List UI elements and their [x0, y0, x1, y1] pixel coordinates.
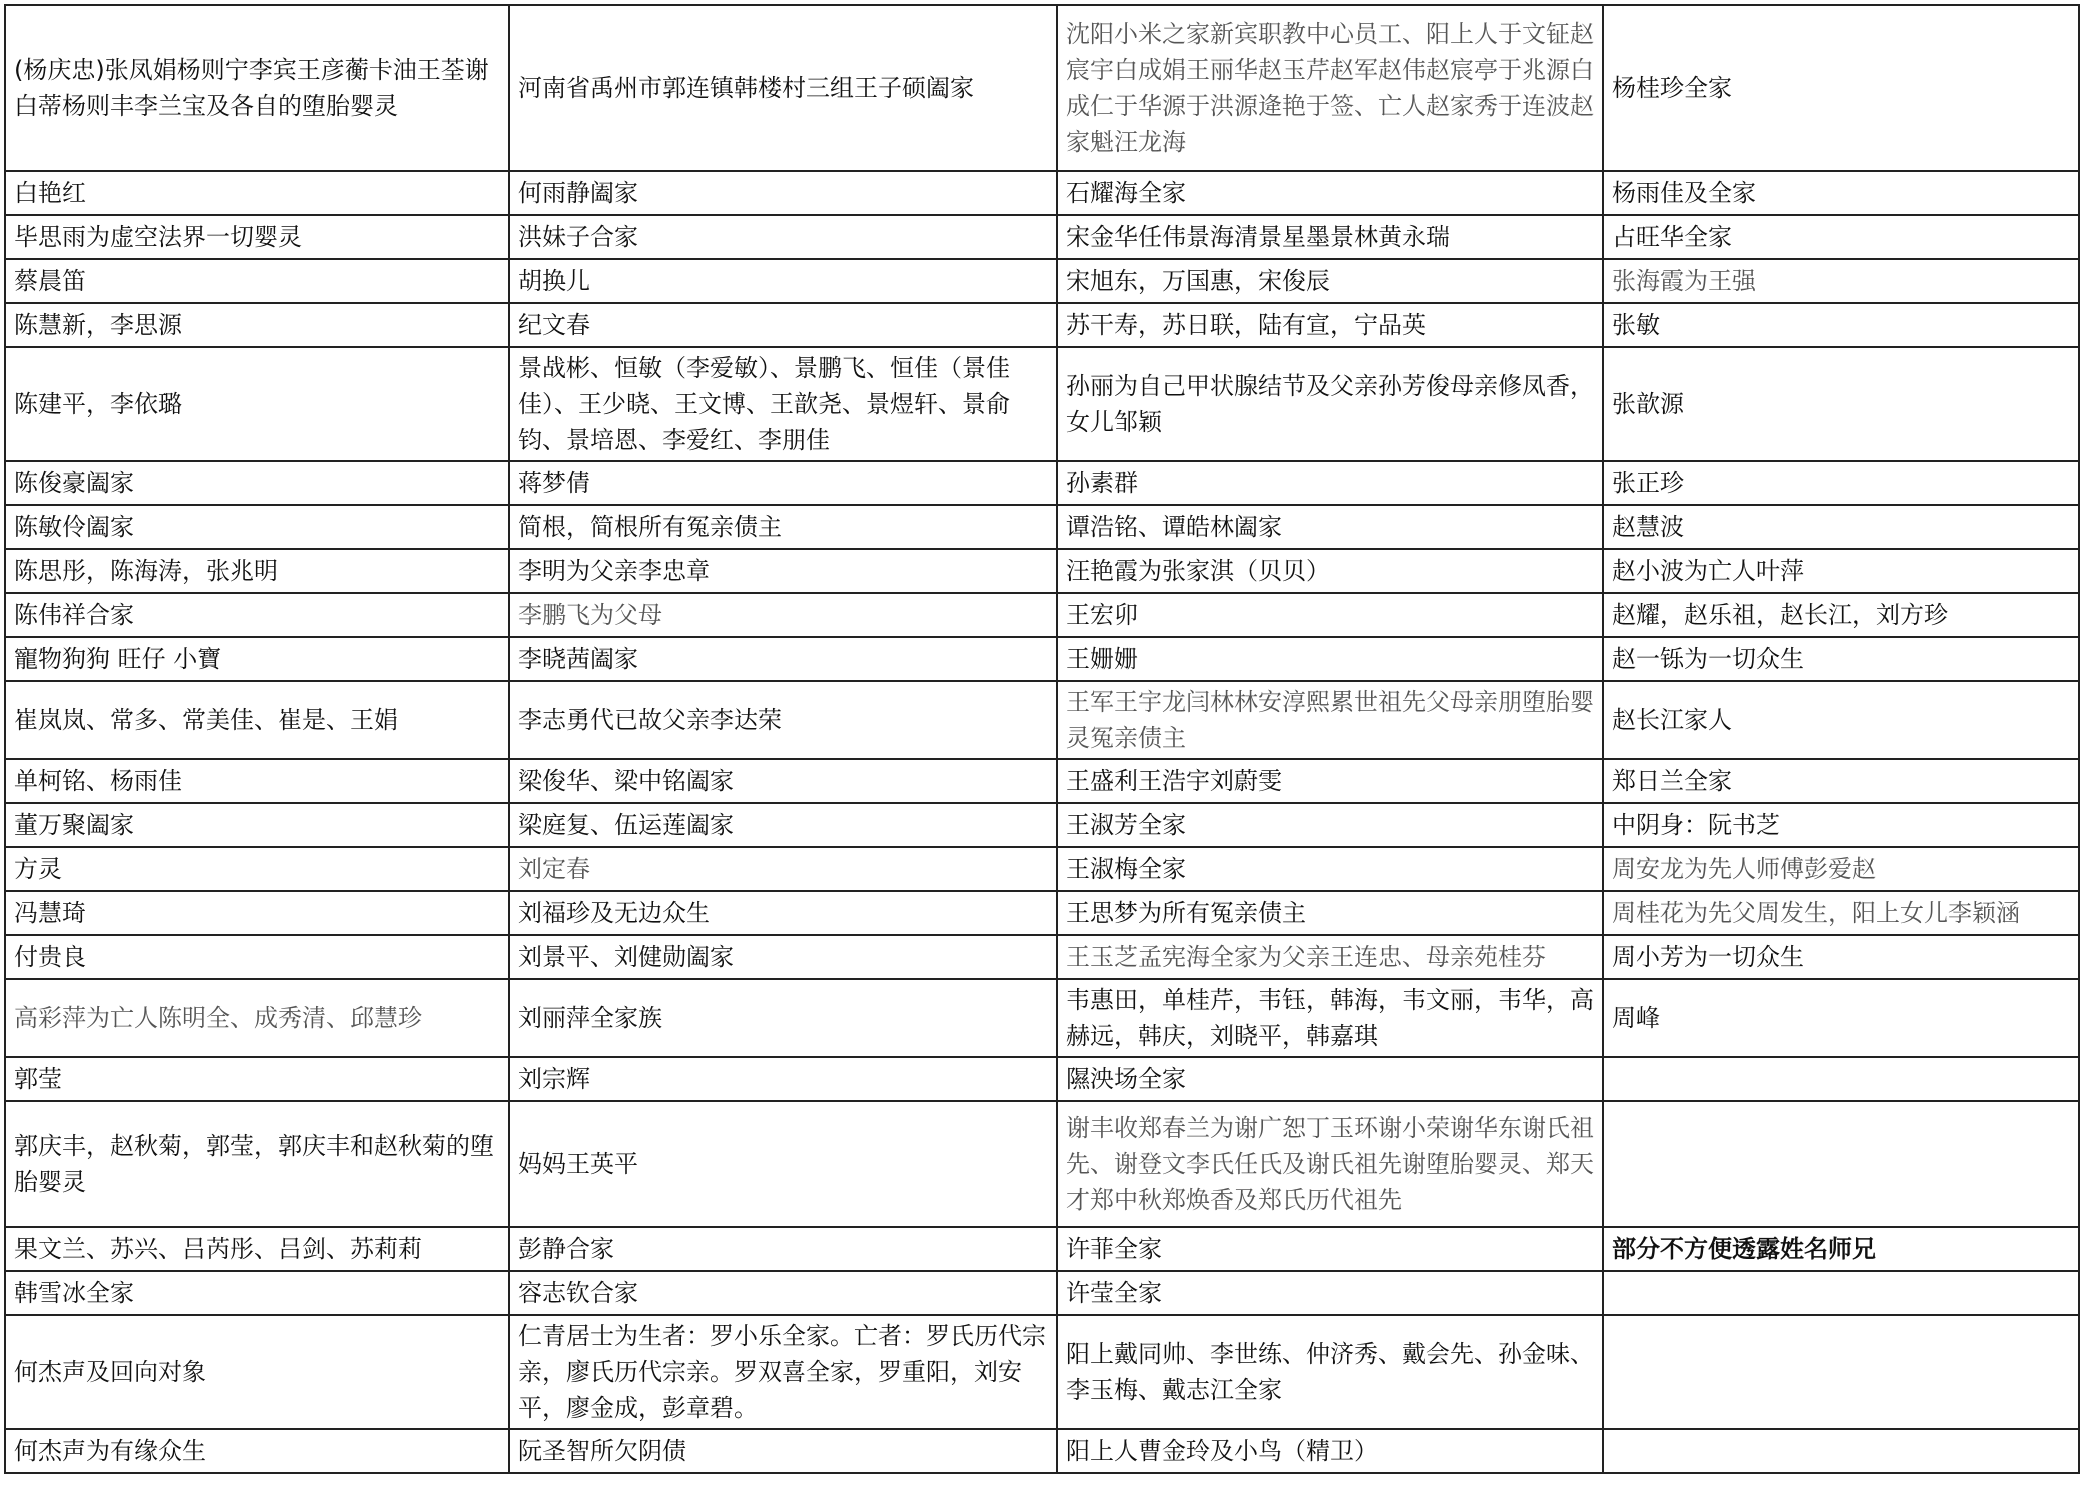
- table-cell: 谭浩铭、谭皓林阖家: [1057, 505, 1603, 549]
- table-row: [5, 1227, 2079, 1271]
- table-cell: 周小芳为一切众生: [1603, 935, 2079, 979]
- table-cell: 宋旭东，万国惠，宋俊辰: [1057, 259, 1603, 303]
- table-cell: 刘宗辉: [509, 1057, 1057, 1101]
- table-cell: 王淑梅全家: [1057, 847, 1603, 891]
- table-cell: 何雨静阖家: [509, 171, 1057, 215]
- table-cell: 董万聚阖家: [5, 803, 509, 847]
- table-cell: 张敏: [1603, 303, 2079, 347]
- table-cell: 陈慧新，李思源: [5, 303, 509, 347]
- table-cell: 赵慧波: [1603, 505, 2079, 549]
- table-cell: 果文兰、苏兴、吕芮彤、吕剑、苏莉莉: [5, 1227, 509, 1271]
- table-cell: 简根，简根所有冤亲债主: [509, 505, 1057, 549]
- table-cell: 王淑芳全家: [1057, 803, 1603, 847]
- table-cell: 王盛利王浩宇刘蔚雯: [1057, 759, 1603, 803]
- table-cell: 韩雪冰全家: [5, 1271, 509, 1315]
- table-cell: 阳上戴同帅、李世练、仲济秀、戴会先、孙金味、李玉梅、戴志江全家: [1057, 1315, 1603, 1429]
- table-cell: 李明为父亲李忠章: [509, 549, 1057, 593]
- table-cell: 郭庆丰，赵秋菊，郭莹，郭庆丰和赵秋菊的堕胎婴灵: [5, 1101, 509, 1227]
- table-cell: 张正珍: [1603, 461, 2079, 505]
- table-cell: 彭静合家: [509, 1227, 1057, 1271]
- table-cell: 高彩萍为亡人陈明全、成秀清、邱慧珍: [5, 979, 509, 1057]
- table-cell: 胡换儿: [509, 259, 1057, 303]
- table-cell: 梁庭复、伍运莲阖家: [509, 803, 1057, 847]
- table-cell: 仁青居士为生者：罗小乐全家。亡者：罗氏历代宗亲，廖氏历代宗亲。罗双喜全家，罗重阳，刘安平，廖金成，彭章碧。: [509, 1315, 1057, 1429]
- table-cell: 赵小波为亡人叶萍: [1603, 549, 2079, 593]
- table-cell: 刘福珍及无边众生: [509, 891, 1057, 935]
- table-cell: 白艳红: [5, 171, 509, 215]
- table-cell: 孙素群: [1057, 461, 1603, 505]
- table-cell: 赵长江家人: [1603, 681, 2079, 759]
- table-wrapper: [4, 4, 2080, 1474]
- table-cell: 苏干寿，苏日联，陆有宣，宁品英: [1057, 303, 1603, 347]
- table-cell: 陈建平，李依璐: [5, 347, 509, 461]
- table-cell: 周安龙为先人师傅彭爱赵: [1603, 847, 2079, 891]
- table-row: [5, 303, 2079, 347]
- table-cell: 阳上人曹金玲及小鸟（精卫）: [1057, 1429, 1603, 1473]
- table-cell: 石耀海全家: [1057, 171, 1603, 215]
- table-cell: 许菲全家: [1057, 1227, 1603, 1271]
- table-cell: 张歆源: [1603, 347, 2079, 461]
- table-cell: 占旺华全家: [1603, 215, 2079, 259]
- table-cell: 付贵良: [5, 935, 509, 979]
- table-cell: 寵物狗狗 旺仔 小寶: [5, 637, 509, 681]
- table-row: [5, 979, 2079, 1057]
- table-cell: 陈思彤，陈海涛，张兆明: [5, 549, 509, 593]
- table-row: [5, 549, 2079, 593]
- table-cell: 王姗姗: [1057, 637, 1603, 681]
- table-cell: 陈俊豪阖家: [5, 461, 509, 505]
- table-cell: 蒋梦倩: [509, 461, 1057, 505]
- table-cell: 许莹全家: [1057, 1271, 1603, 1315]
- table-row: [5, 593, 2079, 637]
- table-row: [5, 637, 2079, 681]
- table-cell: 李志勇代已故父亲李达荣: [509, 681, 1057, 759]
- table-row: [5, 803, 2079, 847]
- table-row: [5, 1315, 2079, 1429]
- table-cell: 阮圣智所欠阴债: [509, 1429, 1057, 1473]
- table-cell: 蔡晨笛: [5, 259, 509, 303]
- table-cell: 沈阳小米之家新宾职教中心员工、阳上人于文钲赵宸宇白成娟王丽华赵玉芹赵军赵伟赵宸亭于兆源白成仁于华源于洪源逄艳于签、亡人赵家秀于连波赵家魁汪龙海: [1057, 5, 1603, 171]
- table-row: [5, 1057, 2079, 1101]
- table-cell: 何杰声及回向对象: [5, 1315, 509, 1429]
- table-cell: 王玉芝孟宪海全家为父亲王连忠、母亲苑桂芬: [1057, 935, 1603, 979]
- table-row: [5, 171, 2079, 215]
- table-cell: 妈妈王英平: [509, 1101, 1057, 1227]
- table-cell: 李鹏飞为父母: [509, 593, 1057, 637]
- table-row: [5, 505, 2079, 549]
- table-cell: 陈伟祥合家: [5, 593, 509, 637]
- table-cell: 部分不方便透露姓名师兄: [1603, 1227, 2079, 1271]
- table-cell: 纪文春: [509, 303, 1057, 347]
- table-cell: 单柯铭、杨雨佳: [5, 759, 509, 803]
- table-row: [5, 935, 2079, 979]
- table-cell: (杨庆忠)张凤娟杨则宁李宾王彦蘅卡油王荃谢白蒂杨则丰李兰宝及各自的堕胎婴灵: [5, 5, 509, 171]
- table-cell: 方灵: [5, 847, 509, 891]
- table-cell: 孙丽为自己甲状腺结节及父亲孙芳俊母亲修凤香，女儿邹颖: [1057, 347, 1603, 461]
- table-row: [5, 891, 2079, 935]
- table-cell: 宋金华任伟景海清景星墨景林黄永瑞: [1057, 215, 1603, 259]
- table-row: [5, 847, 2079, 891]
- table-cell: 中阴身：阮书芝: [1603, 803, 2079, 847]
- table-cell: 张海霞为王强: [1603, 259, 2079, 303]
- table-cell: 郭莹: [5, 1057, 509, 1101]
- table-cell: [1603, 1429, 2079, 1473]
- table-cell: [1603, 1101, 2079, 1227]
- table-cell: 景战彬、恒敏（李爱敏）、景鹏飞、恒佳（景佳佳）、王少晓、王文博、王歆尧、景煜轩、景俞钧、景培恩、李爱红、李朋佳: [509, 347, 1057, 461]
- table-cell: [1603, 1271, 2079, 1315]
- dedication-table: [4, 4, 2080, 1474]
- table-cell: 杨雨佳及全家: [1603, 171, 2079, 215]
- table-cell: 韦惠田，单桂芹，韦钰，韩海，韦文丽，韦华，高赫远，韩庆，刘晓平，韩嘉琪: [1057, 979, 1603, 1057]
- table-row: [5, 759, 2079, 803]
- table-row: [5, 1271, 2079, 1315]
- table-row: [5, 461, 2079, 505]
- table-row: [5, 1101, 2079, 1227]
- table-cell: 谢丰收郑春兰为谢广恕丁玉环谢小荣谢华东谢氏祖先、谢登文李氏任氏及谢氏祖先谢堕胎婴灵、郑天才郑中秋郑焕香及郑氏历代祖先: [1057, 1101, 1603, 1227]
- table-cell: 陈敏伶阖家: [5, 505, 509, 549]
- table-cell: 何杰声为有缘众生: [5, 1429, 509, 1473]
- table-row: [5, 347, 2079, 461]
- table-cell: 王宏卯: [1057, 593, 1603, 637]
- table-row: [5, 681, 2079, 759]
- table-cell: 梁俊华、梁中铭阖家: [509, 759, 1057, 803]
- table-row: [5, 1429, 2079, 1473]
- table-cell: 容志钦合家: [509, 1271, 1057, 1315]
- table-row: [5, 5, 2079, 171]
- table-cell: 冯慧琦: [5, 891, 509, 935]
- table-row: [5, 215, 2079, 259]
- table-cell: 周桂花为先父周发生，阳上女儿李颖涵: [1603, 891, 2079, 935]
- table-cell: [1603, 1315, 2079, 1429]
- table-cell: 刘丽萍全家族: [509, 979, 1057, 1057]
- table-row: [5, 259, 2079, 303]
- table-cell: 汪艳霞为张家淇（贝贝）: [1057, 549, 1603, 593]
- table-cell: 隰泱场全家: [1057, 1057, 1603, 1101]
- table-cell: 郑日兰全家: [1603, 759, 2079, 803]
- table-cell: 李晓茜阖家: [509, 637, 1057, 681]
- table-cell: 赵耀，赵乐祖，赵长江，刘方珍: [1603, 593, 2079, 637]
- table-cell: 王思梦为所有冤亲债主: [1057, 891, 1603, 935]
- table-cell: 刘景平、刘健勋阖家: [509, 935, 1057, 979]
- table-cell: 周峰: [1603, 979, 2079, 1057]
- table-cell: 王军王宇龙闫林林安淳熙累世祖先父母亲朋堕胎婴灵冤亲债主: [1057, 681, 1603, 759]
- table-cell: 杨桂珍全家: [1603, 5, 2079, 171]
- table-cell: 毕思雨为虚空法界一切婴灵: [5, 215, 509, 259]
- table-cell: 河南省禹州市郭连镇韩楼村三组王子硕阖家: [509, 5, 1057, 171]
- table-cell: 刘定春: [509, 847, 1057, 891]
- table-cell: 赵一铄为一切众生: [1603, 637, 2079, 681]
- table-cell: [1603, 1057, 2079, 1101]
- table-cell: 崔岚岚、常多、常美佳、崔是、王娟: [5, 681, 509, 759]
- table-cell: 洪妹子合家: [509, 215, 1057, 259]
